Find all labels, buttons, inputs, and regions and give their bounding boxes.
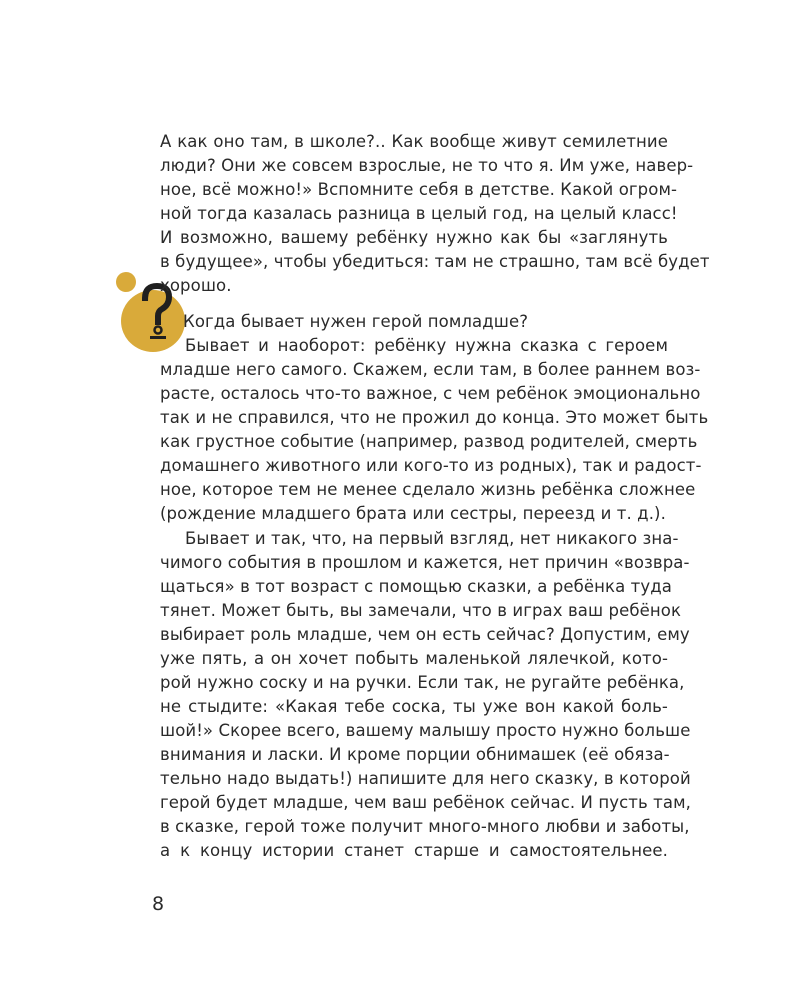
decorative-blob-small <box>116 272 136 292</box>
text-line: А как оно там, в школе?.. Как вообще живут семилетние <box>160 132 668 151</box>
text-line: расте, осталось что-то важное, с чем ребёнок эмоционально <box>160 384 701 403</box>
page-number: 8 <box>152 893 165 915</box>
text-line: (рождение младшего брата или сестры, переезд и т. д.). <box>160 504 666 523</box>
text-line: чимого события в прошлом и кажется, нет причин «возвра- <box>160 553 690 572</box>
text-line: ное, которое тем не менее сделало жизнь ребёнка сложнее <box>160 480 696 499</box>
text-line: герой будет младше, чем ваш ребёнок сейчас. И пусть там, <box>160 793 691 812</box>
text-line: ной тогда казалась разница в целый год, на целый класс! <box>160 204 678 223</box>
text-line: младше него самого. Скажем, если там, в более раннем воз- <box>160 360 701 379</box>
text-line: уже пять, а он хочет побыть маленькой лялечкой, кото- <box>160 649 668 668</box>
text-line: шой!» Скорее всего, вашему малышу просто нужно больше <box>160 721 691 740</box>
text-line: в сказке, герой тоже получит много-много любви и заботы, <box>160 817 690 836</box>
text-line: выбирает роль младше, чем он есть сейчас? Допустим, ему <box>160 625 690 644</box>
text-line: тельно надо выдать!) напишите для него сказку, в которой <box>160 769 691 788</box>
text-line: И возможно, вашему ребёнку нужно как бы «заглянуть <box>160 228 668 247</box>
text-line: внимания и ласки. И кроме порции обнимашек (её обяза- <box>160 745 670 764</box>
text-line: щаться» в тот возраст с помощью сказки, а ребёнка туда <box>160 577 672 596</box>
text-line: не стыдите: «Какая тебе соска, ты уже вон какой боль- <box>160 697 668 716</box>
question-heading: Когда бывает нужен герой помладше? <box>183 312 529 331</box>
text-line: Бывает и так, что, на первый взгляд, нет никакого зна- <box>185 529 679 548</box>
text-line: ное, всё можно!» Вспомните себя в детстве. Какой огром- <box>160 180 678 199</box>
text-line: хорошо. <box>160 276 232 295</box>
text-line: тянет. Может быть, вы замечали, что в играх ваш ребёнок <box>160 601 682 620</box>
text-line: в будущее», чтобы убедиться: там не страшно, там всё будет <box>160 252 710 271</box>
text-line: домашнего животного или кого-то из родных), так и радост- <box>160 456 702 475</box>
text-line: люди? Они же совсем взрослые, не то что я. Им уже, навер- <box>160 156 694 175</box>
text-line: а к концу истории станет старше и самостоятельнее. <box>160 841 668 860</box>
text-line: Бывает и наоборот: ребёнку нужна сказка с героем <box>185 336 668 355</box>
text-line: как грустное событие (например, развод родителей, смерть <box>160 432 698 451</box>
text-line: так и не справился, что не прожил до конца. Это может быть <box>160 408 709 427</box>
text-line: рой нужно соску и на ручки. Если так, не ругайте ребёнка, <box>160 673 685 692</box>
